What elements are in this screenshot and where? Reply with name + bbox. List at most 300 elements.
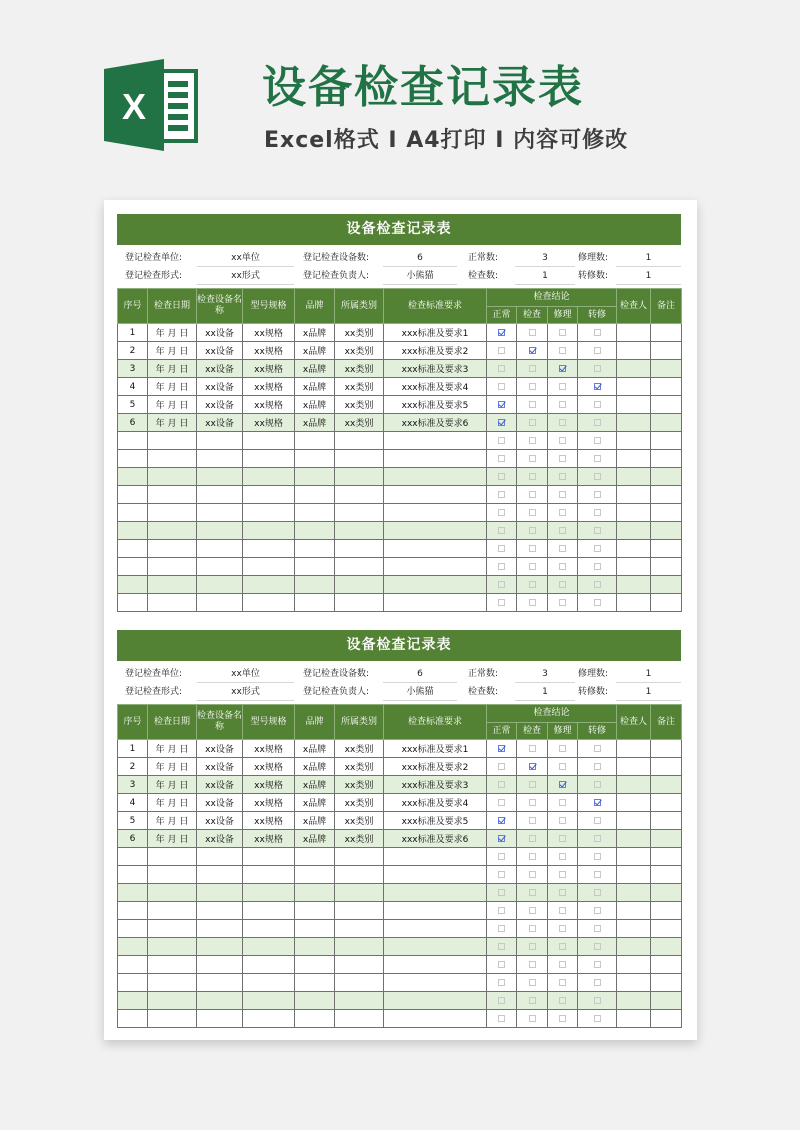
checkbox-icon[interactable] xyxy=(498,925,505,932)
checked-checkbox-icon[interactable] xyxy=(498,419,505,426)
cell-brand[interactable]: x品牌 xyxy=(295,740,335,758)
cell-standard[interactable]: xxx标准及要求2 xyxy=(384,758,487,776)
checkbox-icon[interactable] xyxy=(529,799,536,806)
cell-seq[interactable] xyxy=(118,540,148,558)
cell-model[interactable] xyxy=(243,468,295,486)
cell-category[interactable] xyxy=(335,540,384,558)
cell-model[interactable] xyxy=(243,1010,295,1028)
cell-category[interactable] xyxy=(335,866,384,884)
checkbox-icon[interactable] xyxy=(559,799,566,806)
checkbox-icon[interactable] xyxy=(498,509,505,516)
cell-brand[interactable] xyxy=(295,1010,335,1028)
cell-remark[interactable] xyxy=(651,360,682,378)
checked-checkbox-icon[interactable] xyxy=(498,835,505,842)
cell-model[interactable]: xx规格 xyxy=(243,396,295,414)
cell-inspector[interactable] xyxy=(617,450,651,468)
cell-remark[interactable] xyxy=(651,902,682,920)
cell-remark[interactable] xyxy=(651,956,682,974)
checkbox-icon[interactable] xyxy=(594,997,601,1004)
cell-inspector[interactable] xyxy=(617,830,651,848)
checkbox-icon[interactable] xyxy=(498,365,505,372)
cell-model[interactable] xyxy=(243,902,295,920)
cell-brand[interactable] xyxy=(295,938,335,956)
cell-brand[interactable] xyxy=(295,992,335,1010)
cell-name[interactable] xyxy=(197,432,243,450)
cell-model[interactable]: xx规格 xyxy=(243,414,295,432)
cell-date[interactable] xyxy=(148,540,197,558)
normal-count-value[interactable]: 3 xyxy=(515,249,575,267)
owner-value[interactable]: 小熊猫 xyxy=(383,683,457,701)
cell-category[interactable] xyxy=(335,938,384,956)
cell-remark[interactable] xyxy=(651,522,682,540)
checkbox-icon[interactable] xyxy=(498,491,505,498)
cell-category[interactable] xyxy=(335,558,384,576)
cell-date[interactable] xyxy=(148,848,197,866)
checked-checkbox-icon[interactable] xyxy=(529,347,536,354)
cell-remark[interactable] xyxy=(651,938,682,956)
cell-date[interactable]: 年 月 日 xyxy=(148,812,197,830)
cell-category[interactable]: xx类别 xyxy=(335,830,384,848)
cell-brand[interactable]: x品牌 xyxy=(295,776,335,794)
cell-seq[interactable] xyxy=(118,558,148,576)
cell-inspector[interactable] xyxy=(617,848,651,866)
cell-name[interactable]: xx设备 xyxy=(197,758,243,776)
cell-category[interactable]: xx类别 xyxy=(335,758,384,776)
checkbox-icon[interactable] xyxy=(529,545,536,552)
cell-category[interactable] xyxy=(335,522,384,540)
cell-category[interactable] xyxy=(335,974,384,992)
checked-checkbox-icon[interactable] xyxy=(498,329,505,336)
cell-model[interactable] xyxy=(243,504,295,522)
cell-remark[interactable] xyxy=(651,396,682,414)
cell-standard[interactable]: xxx标准及要求3 xyxy=(384,776,487,794)
checkbox-icon[interactable] xyxy=(498,961,505,968)
cell-brand[interactable] xyxy=(295,594,335,612)
cell-category[interactable] xyxy=(335,504,384,522)
cell-inspector[interactable] xyxy=(617,342,651,360)
checkbox-icon[interactable] xyxy=(529,745,536,752)
cell-standard[interactable]: xxx标准及要求4 xyxy=(384,378,487,396)
cell-name[interactable] xyxy=(197,540,243,558)
cell-inspector[interactable] xyxy=(617,956,651,974)
checkbox-icon[interactable] xyxy=(594,835,601,842)
checkbox-icon[interactable] xyxy=(498,473,505,480)
cell-model[interactable] xyxy=(243,974,295,992)
cell-category[interactable]: xx类别 xyxy=(335,396,384,414)
cell-date[interactable]: 年 月 日 xyxy=(148,360,197,378)
cell-category[interactable] xyxy=(335,992,384,1010)
cell-remark[interactable] xyxy=(651,830,682,848)
checkbox-icon[interactable] xyxy=(559,581,566,588)
cell-inspector[interactable] xyxy=(617,1010,651,1028)
cell-seq[interactable] xyxy=(118,956,148,974)
cell-brand[interactable] xyxy=(295,576,335,594)
repair-count-value[interactable]: 1 xyxy=(616,249,681,267)
cell-date[interactable] xyxy=(148,522,197,540)
cell-seq[interactable] xyxy=(118,902,148,920)
cell-date[interactable] xyxy=(148,432,197,450)
cell-category[interactable]: xx类别 xyxy=(335,414,384,432)
cell-name[interactable]: xx设备 xyxy=(197,812,243,830)
checkbox-icon[interactable] xyxy=(559,763,566,770)
checkbox-icon[interactable] xyxy=(529,835,536,842)
cell-date[interactable] xyxy=(148,992,197,1010)
cell-inspector[interactable] xyxy=(617,902,651,920)
cell-brand[interactable]: x品牌 xyxy=(295,758,335,776)
cell-model[interactable] xyxy=(243,594,295,612)
checkbox-icon[interactable] xyxy=(529,491,536,498)
cell-inspector[interactable] xyxy=(617,378,651,396)
cell-remark[interactable] xyxy=(651,324,682,342)
cell-category[interactable]: xx类别 xyxy=(335,776,384,794)
cell-category[interactable]: xx类别 xyxy=(335,812,384,830)
cell-brand[interactable]: x品牌 xyxy=(295,360,335,378)
cell-date[interactable]: 年 月 日 xyxy=(148,378,197,396)
checkbox-icon[interactable] xyxy=(559,835,566,842)
cell-date[interactable] xyxy=(148,450,197,468)
cell-remark[interactable] xyxy=(651,884,682,902)
cell-date[interactable] xyxy=(148,594,197,612)
cell-inspector[interactable] xyxy=(617,974,651,992)
cell-model[interactable] xyxy=(243,522,295,540)
checkbox-icon[interactable] xyxy=(529,817,536,824)
cell-seq[interactable] xyxy=(118,576,148,594)
cell-seq[interactable] xyxy=(118,848,148,866)
checkbox-icon[interactable] xyxy=(559,401,566,408)
checkbox-icon[interactable] xyxy=(559,1015,566,1022)
checkbox-icon[interactable] xyxy=(529,961,536,968)
cell-standard[interactable] xyxy=(384,1010,487,1028)
cell-model[interactable] xyxy=(243,956,295,974)
cell-inspector[interactable] xyxy=(617,522,651,540)
cell-seq[interactable] xyxy=(118,974,148,992)
owner-value[interactable]: 小熊猫 xyxy=(383,267,457,285)
cell-category[interactable] xyxy=(335,594,384,612)
cell-model[interactable] xyxy=(243,450,295,468)
cell-inspector[interactable] xyxy=(617,576,651,594)
cell-seq[interactable]: 4 xyxy=(118,378,148,396)
cell-model[interactable] xyxy=(243,848,295,866)
checkbox-icon[interactable] xyxy=(498,527,505,534)
checked-checkbox-icon[interactable] xyxy=(594,383,601,390)
cell-date[interactable]: 年 月 日 xyxy=(148,342,197,360)
cell-model[interactable]: xx规格 xyxy=(243,758,295,776)
checkbox-icon[interactable] xyxy=(594,347,601,354)
cell-model[interactable] xyxy=(243,992,295,1010)
cell-date[interactable] xyxy=(148,974,197,992)
cell-seq[interactable]: 2 xyxy=(118,342,148,360)
checkbox-icon[interactable] xyxy=(594,889,601,896)
checkbox-icon[interactable] xyxy=(559,907,566,914)
checkbox-icon[interactable] xyxy=(529,365,536,372)
cell-model[interactable] xyxy=(243,884,295,902)
cell-seq[interactable]: 4 xyxy=(118,794,148,812)
cell-remark[interactable] xyxy=(651,992,682,1010)
checkbox-icon[interactable] xyxy=(594,365,601,372)
cell-category[interactable] xyxy=(335,576,384,594)
checkbox-icon[interactable] xyxy=(498,455,505,462)
cell-model[interactable] xyxy=(243,576,295,594)
cell-model[interactable]: xx规格 xyxy=(243,776,295,794)
checkbox-icon[interactable] xyxy=(529,329,536,336)
cell-standard[interactable] xyxy=(384,992,487,1010)
cell-model[interactable] xyxy=(243,866,295,884)
cell-name[interactable] xyxy=(197,956,243,974)
cell-remark[interactable] xyxy=(651,468,682,486)
cell-brand[interactable] xyxy=(295,504,335,522)
checkbox-icon[interactable] xyxy=(498,545,505,552)
checkbox-icon[interactable] xyxy=(594,473,601,480)
checkbox-icon[interactable] xyxy=(498,437,505,444)
cell-category[interactable]: xx类别 xyxy=(335,324,384,342)
cell-seq[interactable]: 5 xyxy=(118,812,148,830)
cell-name[interactable]: xx设备 xyxy=(197,342,243,360)
cell-date[interactable] xyxy=(148,920,197,938)
checkbox-icon[interactable] xyxy=(529,401,536,408)
checkbox-icon[interactable] xyxy=(559,491,566,498)
checkbox-icon[interactable] xyxy=(559,473,566,480)
checkbox-icon[interactable] xyxy=(498,943,505,950)
cell-brand[interactable] xyxy=(295,468,335,486)
cell-brand[interactable] xyxy=(295,540,335,558)
cell-seq[interactable]: 1 xyxy=(118,324,148,342)
cell-remark[interactable] xyxy=(651,414,682,432)
cell-seq[interactable] xyxy=(118,884,148,902)
checkbox-icon[interactable] xyxy=(559,853,566,860)
cell-seq[interactable]: 6 xyxy=(118,830,148,848)
cell-brand[interactable]: x品牌 xyxy=(295,812,335,830)
cell-date[interactable]: 年 月 日 xyxy=(148,830,197,848)
device-count-value[interactable]: 6 xyxy=(383,665,457,683)
cell-inspector[interactable] xyxy=(617,486,651,504)
cell-brand[interactable]: x品牌 xyxy=(295,342,335,360)
cell-seq[interactable] xyxy=(118,522,148,540)
cell-brand[interactable]: x品牌 xyxy=(295,396,335,414)
cell-brand[interactable] xyxy=(295,486,335,504)
checkbox-icon[interactable] xyxy=(559,455,566,462)
cell-inspector[interactable] xyxy=(617,938,651,956)
checkbox-icon[interactable] xyxy=(559,437,566,444)
cell-inspector[interactable] xyxy=(617,812,651,830)
checkbox-icon[interactable] xyxy=(594,509,601,516)
checkbox-icon[interactable] xyxy=(594,455,601,462)
checkbox-icon[interactable] xyxy=(498,781,505,788)
checkbox-icon[interactable] xyxy=(529,509,536,516)
checkbox-icon[interactable] xyxy=(498,907,505,914)
cell-brand[interactable] xyxy=(295,558,335,576)
cell-date[interactable] xyxy=(148,504,197,522)
cell-name[interactable] xyxy=(197,450,243,468)
cell-date[interactable]: 年 月 日 xyxy=(148,324,197,342)
cell-name[interactable] xyxy=(197,576,243,594)
cell-date[interactable] xyxy=(148,956,197,974)
checkbox-icon[interactable] xyxy=(594,907,601,914)
cell-name[interactable]: xx设备 xyxy=(197,740,243,758)
cell-seq[interactable] xyxy=(118,938,148,956)
cell-inspector[interactable] xyxy=(617,396,651,414)
checkbox-icon[interactable] xyxy=(529,925,536,932)
cell-inspector[interactable] xyxy=(617,540,651,558)
cell-date[interactable] xyxy=(148,576,197,594)
checkbox-icon[interactable] xyxy=(529,599,536,606)
cell-remark[interactable] xyxy=(651,974,682,992)
cell-name[interactable] xyxy=(197,486,243,504)
checked-checkbox-icon[interactable] xyxy=(529,763,536,770)
cell-remark[interactable] xyxy=(651,558,682,576)
check-count-value[interactable]: 1 xyxy=(515,267,575,285)
cell-remark[interactable] xyxy=(651,504,682,522)
checkbox-icon[interactable] xyxy=(594,871,601,878)
cell-category[interactable]: xx类别 xyxy=(335,378,384,396)
checkbox-icon[interactable] xyxy=(529,1015,536,1022)
cell-model[interactable] xyxy=(243,540,295,558)
checkbox-icon[interactable] xyxy=(594,979,601,986)
cell-model[interactable] xyxy=(243,432,295,450)
cell-model[interactable]: xx规格 xyxy=(243,812,295,830)
checkbox-icon[interactable] xyxy=(594,853,601,860)
cell-remark[interactable] xyxy=(651,866,682,884)
checkbox-icon[interactable] xyxy=(594,401,601,408)
cell-name[interactable] xyxy=(197,522,243,540)
checkbox-icon[interactable] xyxy=(529,563,536,570)
cell-model[interactable]: xx规格 xyxy=(243,830,295,848)
cell-standard[interactable] xyxy=(384,522,487,540)
checked-checkbox-icon[interactable] xyxy=(498,817,505,824)
cell-brand[interactable]: x品牌 xyxy=(295,830,335,848)
cell-remark[interactable] xyxy=(651,776,682,794)
checkbox-icon[interactable] xyxy=(559,871,566,878)
checkbox-icon[interactable] xyxy=(498,763,505,770)
cell-standard[interactable] xyxy=(384,450,487,468)
cell-inspector[interactable] xyxy=(617,558,651,576)
checkbox-icon[interactable] xyxy=(559,889,566,896)
checkbox-icon[interactable] xyxy=(559,347,566,354)
checkbox-icon[interactable] xyxy=(529,383,536,390)
cell-name[interactable] xyxy=(197,884,243,902)
checkbox-icon[interactable] xyxy=(559,383,566,390)
checkbox-icon[interactable] xyxy=(559,997,566,1004)
cell-date[interactable]: 年 月 日 xyxy=(148,776,197,794)
cell-category[interactable] xyxy=(335,432,384,450)
checkbox-icon[interactable] xyxy=(594,491,601,498)
cell-seq[interactable] xyxy=(118,992,148,1010)
cell-category[interactable] xyxy=(335,884,384,902)
cell-remark[interactable] xyxy=(651,794,682,812)
cell-name[interactable] xyxy=(197,848,243,866)
checkbox-icon[interactable] xyxy=(529,871,536,878)
cell-model[interactable]: xx规格 xyxy=(243,794,295,812)
cell-brand[interactable] xyxy=(295,522,335,540)
checkbox-icon[interactable] xyxy=(559,745,566,752)
checked-checkbox-icon[interactable] xyxy=(559,781,566,788)
cell-seq[interactable]: 3 xyxy=(118,360,148,378)
cell-model[interactable]: xx规格 xyxy=(243,378,295,396)
cell-date[interactable]: 年 月 日 xyxy=(148,414,197,432)
cell-name[interactable] xyxy=(197,1010,243,1028)
cell-name[interactable] xyxy=(197,902,243,920)
cell-date[interactable]: 年 月 日 xyxy=(148,794,197,812)
cell-standard[interactable]: xxx标准及要求5 xyxy=(384,396,487,414)
checkbox-icon[interactable] xyxy=(529,997,536,1004)
check-count-value[interactable]: 1 xyxy=(515,683,575,701)
checkbox-icon[interactable] xyxy=(594,545,601,552)
cell-seq[interactable] xyxy=(118,866,148,884)
cell-seq[interactable] xyxy=(118,1010,148,1028)
cell-name[interactable]: xx设备 xyxy=(197,324,243,342)
checkbox-icon[interactable] xyxy=(559,329,566,336)
cell-inspector[interactable] xyxy=(617,776,651,794)
cell-model[interactable]: xx规格 xyxy=(243,740,295,758)
checkbox-icon[interactable] xyxy=(529,781,536,788)
cell-category[interactable] xyxy=(335,486,384,504)
checkbox-icon[interactable] xyxy=(529,419,536,426)
cell-standard[interactable] xyxy=(384,938,487,956)
cell-name[interactable] xyxy=(197,594,243,612)
cell-standard[interactable] xyxy=(384,504,487,522)
cell-name[interactable]: xx设备 xyxy=(197,396,243,414)
checkbox-icon[interactable] xyxy=(559,509,566,516)
cell-standard[interactable] xyxy=(384,540,487,558)
device-count-value[interactable]: 6 xyxy=(383,249,457,267)
cell-date[interactable]: 年 月 日 xyxy=(148,740,197,758)
cell-inspector[interactable] xyxy=(617,324,651,342)
cell-name[interactable] xyxy=(197,866,243,884)
checkbox-icon[interactable] xyxy=(498,599,505,606)
cell-brand[interactable] xyxy=(295,866,335,884)
checkbox-icon[interactable] xyxy=(498,347,505,354)
cell-category[interactable]: xx类别 xyxy=(335,342,384,360)
checkbox-icon[interactable] xyxy=(529,527,536,534)
cell-standard[interactable] xyxy=(384,486,487,504)
cell-remark[interactable] xyxy=(651,812,682,830)
cell-seq[interactable] xyxy=(118,432,148,450)
cell-brand[interactable]: x品牌 xyxy=(295,414,335,432)
checkbox-icon[interactable] xyxy=(559,979,566,986)
cell-inspector[interactable] xyxy=(617,740,651,758)
cell-remark[interactable] xyxy=(651,342,682,360)
checkbox-icon[interactable] xyxy=(594,817,601,824)
cell-date[interactable] xyxy=(148,558,197,576)
cell-name[interactable]: xx设备 xyxy=(197,414,243,432)
cell-standard[interactable] xyxy=(384,956,487,974)
cell-standard[interactable] xyxy=(384,866,487,884)
cell-standard[interactable]: xxx标准及要求6 xyxy=(384,830,487,848)
checkbox-icon[interactable] xyxy=(529,437,536,444)
cell-category[interactable]: xx类别 xyxy=(335,740,384,758)
cell-inspector[interactable] xyxy=(617,468,651,486)
unit-value[interactable]: xx单位 xyxy=(197,249,294,267)
cell-category[interactable] xyxy=(335,956,384,974)
cell-date[interactable] xyxy=(148,902,197,920)
checkbox-icon[interactable] xyxy=(594,581,601,588)
cell-model[interactable] xyxy=(243,938,295,956)
cell-remark[interactable] xyxy=(651,920,682,938)
cell-name[interactable] xyxy=(197,992,243,1010)
cell-standard[interactable] xyxy=(384,902,487,920)
cell-date[interactable] xyxy=(148,468,197,486)
cell-remark[interactable] xyxy=(651,450,682,468)
checked-checkbox-icon[interactable] xyxy=(498,745,505,752)
cell-name[interactable]: xx设备 xyxy=(197,378,243,396)
cell-model[interactable]: xx规格 xyxy=(243,342,295,360)
cell-remark[interactable] xyxy=(651,432,682,450)
cell-standard[interactable]: xxx标准及要求2 xyxy=(384,342,487,360)
checkbox-icon[interactable] xyxy=(498,581,505,588)
cell-remark[interactable] xyxy=(651,576,682,594)
checkbox-icon[interactable] xyxy=(498,1015,505,1022)
cell-standard[interactable]: xxx标准及要求1 xyxy=(384,740,487,758)
checkbox-icon[interactable] xyxy=(498,799,505,806)
